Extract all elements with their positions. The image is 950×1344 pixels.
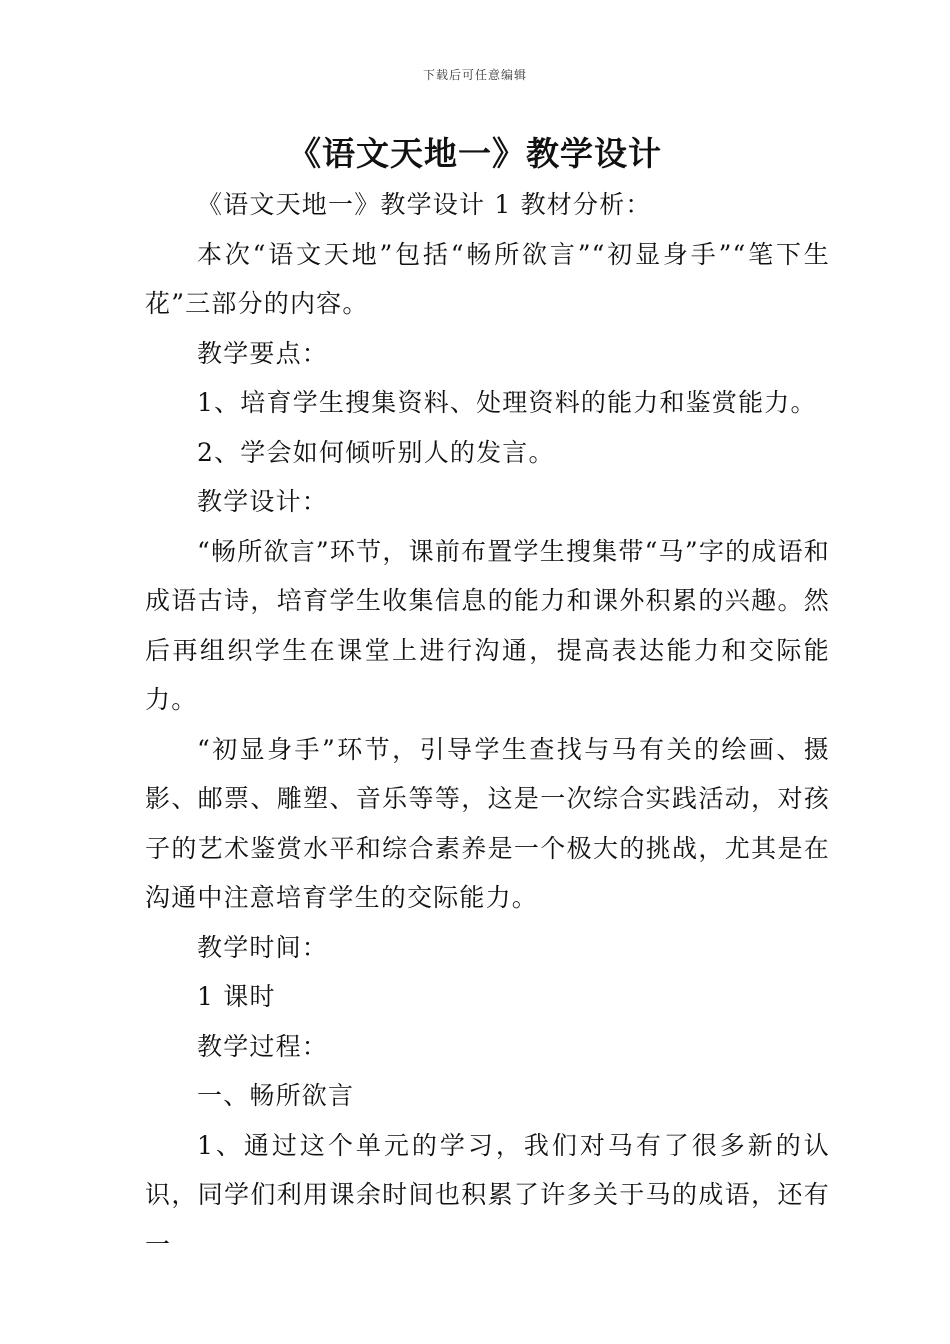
paragraph-design-2: “初显身手”环节，引导学生查找与马有关的绘画、摄影、邮票、雕塑、音乐等等，这是一次综合实践活动，对孩子的艺术鉴赏水平和综合素养是一个极大的挑战，尤其是在沟通中注意培育学生的交际能力。: [145, 734, 830, 912]
heading-section-1: 一、畅所欲言: [197, 1081, 355, 1110]
heading-teaching-time: 教学时间：: [197, 932, 329, 962]
paragraph-process-1: 1、通过这个单元的学习，我们对马有了很多新的认识，同学们利用课余时间也积累了许多关于马的成语，还有一: [145, 1130, 830, 1259]
document-title: 《语文天地一》教学设计: [288, 134, 662, 173]
paragraph-material-analysis: 《语文天地一》教学设计 1 教材分析：: [197, 190, 652, 219]
heading-teaching-design: 教学设计：: [197, 487, 329, 516]
heading-teaching-process: 教学过程：: [197, 1031, 329, 1061]
heading-teaching-points: 教学要点：: [197, 338, 329, 368]
header-note: 下载后可任意编辑: [422, 68, 527, 82]
paragraph-intro: 本次“语文天地”包括“畅所欲言”“初显身手”“笔下生花”三部分的内容。: [145, 239, 830, 318]
list-item-point-2: 2、学会如何倾听别人的发言。: [197, 437, 555, 467]
paragraph-design-1: “畅所欲言”环节，课前布置学生搜集带“马”字的成语和成语古诗，培育学生收集信息的能力和课外积累的兴趣。然后再组织学生在课堂上进行沟通，提高表达能力和交际能力。: [145, 536, 830, 714]
list-item-point-1: 1、培育学生搜集资料、处理资料的能力和鉴赏能力。: [197, 388, 817, 417]
paragraph-teaching-time: 1 课时: [197, 982, 276, 1011]
document-body: [145, 180, 830, 1269]
